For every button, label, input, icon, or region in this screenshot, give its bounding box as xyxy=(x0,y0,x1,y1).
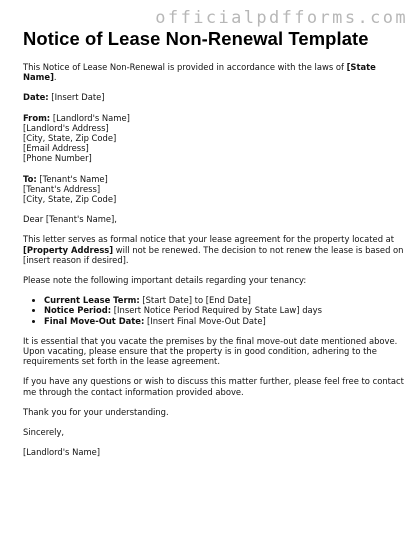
date-line xyxy=(23,92,409,102)
notice-text-1: This letter serves as formal notice that your lease agreement for the property located at xyxy=(23,234,395,245)
to-name-line xyxy=(23,174,409,184)
list-item xyxy=(44,295,409,305)
list-item xyxy=(44,316,409,326)
from-name: [Landlord's Name] xyxy=(50,112,130,123)
date-value: [Insert Date] xyxy=(48,92,105,103)
detail-value: [Start Date] to [End Date] xyxy=(139,295,251,306)
thanks-line: Thank you for your understanding. xyxy=(23,406,169,417)
intro-paragraph xyxy=(23,62,409,82)
intro-end: . xyxy=(53,72,57,83)
vacate-paragraph: It is essential that you vacate the premises by the final move-out date mentioned above. Upon vacating, please ensure that the property is in good condition, adhering to the requirements set forth in the lease agreement. xyxy=(23,335,398,367)
notice-paragraph xyxy=(23,234,409,265)
detail-label: Notice Period: xyxy=(44,305,112,316)
to-address: [Tenant's Address] xyxy=(23,183,101,194)
from-phone: [Phone Number] xyxy=(23,153,92,164)
watermark: officialpdfforms.com xyxy=(155,8,408,28)
from-email: [Email Address] xyxy=(23,143,89,154)
to-label: To: xyxy=(23,173,37,184)
details-intro: Please note the following important details regarding your tenancy: xyxy=(23,275,307,286)
from-name-line xyxy=(23,113,409,123)
to-name: [Tenant's Name] xyxy=(36,173,108,184)
signature-line: [Landlord's Name] xyxy=(23,447,101,458)
detail-label: Current Lease Term: xyxy=(44,295,140,306)
closing-line: Sincerely, xyxy=(23,427,65,438)
state-name: [State Name] xyxy=(23,62,376,83)
detail-value: [Insert Final Move-Out Date] xyxy=(144,315,266,326)
list-item xyxy=(44,305,409,315)
detail-value: [Insert Notice Period Required by State Law] days xyxy=(111,305,322,316)
notice-text-2: will not be renewed. The decision to not renew the lease is based on [insert reason if desired]. xyxy=(23,244,404,265)
document xyxy=(23,28,409,467)
from-label: From: xyxy=(23,112,51,123)
from-city: [City, State, Zip Code] xyxy=(23,133,117,144)
to-city: [City, State, Zip Code] xyxy=(23,194,117,205)
document-title: Notice of Lease Non-Renewal Template xyxy=(23,28,369,49)
contact-paragraph: If you have any questions or wish to discuss this matter further, please feel free to contact me through the contact information provided above. xyxy=(23,376,404,397)
detail-label: Final Move-Out Date: xyxy=(44,315,145,326)
date-label: Date: xyxy=(23,92,49,103)
property-address: [Property Address] xyxy=(23,244,114,255)
salutation: Dear [Tenant's Name], xyxy=(23,214,117,225)
intro-text: This Notice of Lease Non-Renewal is provided in accordance with the laws of xyxy=(23,62,347,72)
from-block xyxy=(23,113,409,164)
from-address: [Landlord's Address] xyxy=(23,122,109,133)
to-block xyxy=(23,174,409,205)
details-list xyxy=(23,295,409,326)
